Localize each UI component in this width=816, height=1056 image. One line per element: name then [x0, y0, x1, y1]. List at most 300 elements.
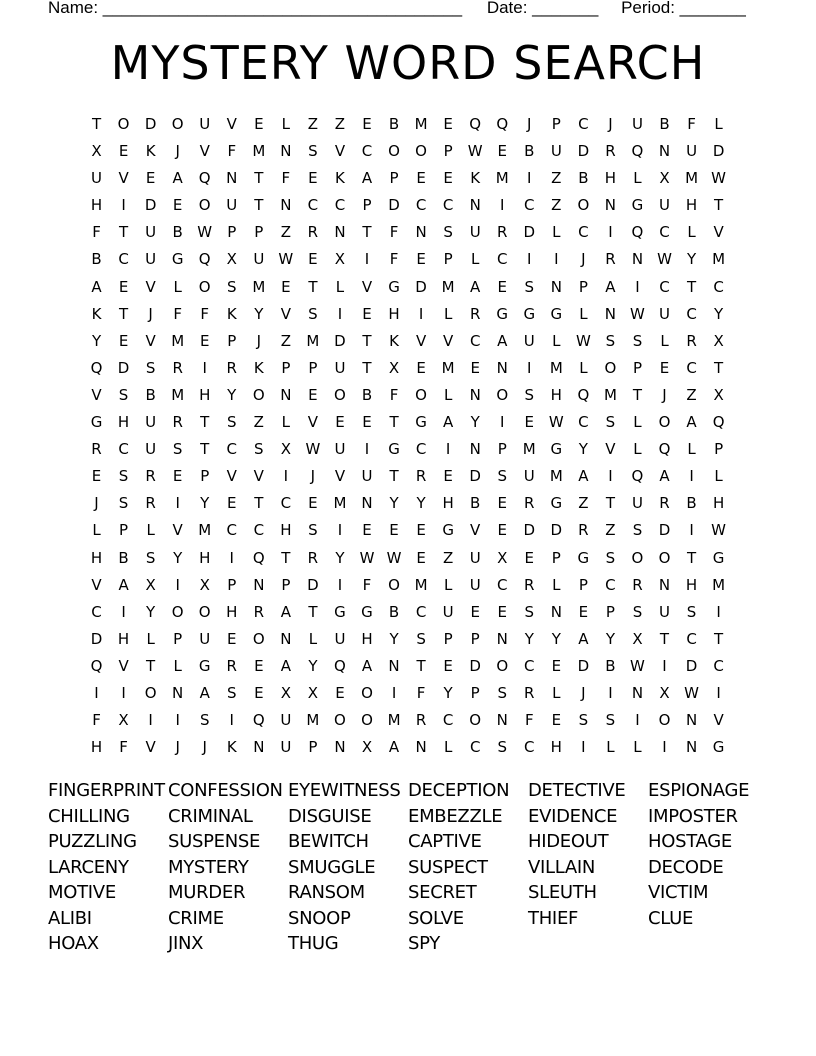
grid-cell: T — [146, 656, 156, 675]
grid-cell: J — [581, 683, 586, 702]
word-list-item: MYSTERY — [168, 856, 249, 878]
grid-cell: N — [334, 738, 346, 757]
grid-cell: X — [713, 385, 724, 404]
grid-cell: U — [550, 142, 562, 161]
grid-cell: M — [685, 169, 699, 188]
grid-cell: X — [388, 358, 400, 377]
grid-cell: L — [579, 304, 588, 323]
grid-cell: V — [713, 711, 724, 730]
grid-cell: P — [227, 575, 237, 594]
grid-cell: D — [577, 656, 590, 675]
grid-cell: R — [415, 467, 427, 486]
word-list-item: FINGERPRINT — [48, 780, 165, 801]
grid-cell: F — [362, 575, 372, 594]
grid-cell: M — [333, 494, 347, 513]
word-list-item: CLUE — [648, 907, 694, 929]
grid-cell: Q — [496, 115, 509, 133]
grid-cell: O — [171, 602, 184, 621]
grid-cell: V — [334, 142, 346, 161]
grid-cell: A — [199, 683, 210, 702]
grid-cell: L — [443, 738, 453, 757]
grid-cell: N — [361, 494, 373, 513]
grid-cell: I — [608, 683, 613, 702]
grid-cell: B — [118, 548, 129, 567]
grid-cell: R — [307, 548, 319, 567]
grid-cell: A — [118, 575, 129, 594]
grid-cell: O — [415, 142, 427, 161]
word-list-item: HOSTAGE — [648, 831, 732, 852]
grid-cell: C — [578, 413, 589, 432]
grid-cell: Q — [469, 115, 482, 133]
grid-cell: T — [686, 277, 697, 296]
grid-cell: E — [308, 385, 318, 404]
grid-cell: U — [469, 575, 481, 594]
grid-cell: M — [198, 521, 212, 540]
grid-cell: W — [359, 548, 375, 567]
grid-cell: T — [389, 413, 399, 432]
grid-cell: G — [415, 413, 427, 432]
grid-cell: Q — [631, 467, 644, 486]
grid-cell: V — [307, 413, 319, 432]
grid-cell: L — [443, 304, 453, 323]
grid-cell: L — [552, 575, 561, 594]
grid-cell: A — [578, 629, 589, 648]
grid-cell: K — [226, 738, 237, 757]
grid-cell: I — [391, 683, 397, 702]
grid-cell: B — [145, 385, 156, 404]
grid-cell: P — [551, 548, 561, 567]
grid-cell: E — [254, 683, 264, 702]
grid-cell: O — [198, 277, 211, 296]
grid-cell: H — [226, 602, 238, 621]
grid-cell: F — [389, 385, 399, 404]
grid-cell: S — [226, 413, 237, 432]
grid-cell: Q — [198, 250, 211, 269]
grid-cell: R — [226, 656, 237, 675]
grid-cell: T — [362, 358, 372, 377]
grid-cell: V — [145, 277, 156, 296]
grid-cell: K — [91, 304, 102, 323]
grid-cell: M — [441, 277, 455, 296]
grid-cell: D — [523, 223, 536, 242]
grid-cell: E — [308, 169, 318, 188]
grid-row — [83, 382, 732, 409]
grid-cell: P — [497, 440, 507, 459]
grid-cell: Q — [90, 656, 103, 675]
grid-cell: C — [578, 115, 589, 133]
word-list-item: SLEUTH — [528, 882, 597, 903]
grid-cell: P — [714, 440, 724, 459]
grid-cell: S — [226, 683, 237, 702]
grid-cell: H — [199, 385, 211, 404]
grid-cell: W — [386, 548, 402, 567]
grid-cell: T — [389, 467, 399, 486]
grid-cell: E — [145, 169, 156, 188]
grid-cell: I — [716, 602, 721, 621]
grid-cell: T — [308, 277, 318, 296]
grid-cell: Q — [712, 413, 725, 432]
word-list-item: SUSPENSE — [168, 831, 261, 852]
grid-cell: D — [334, 331, 346, 350]
grid-cell: G — [334, 602, 346, 621]
grid-cell: C — [253, 521, 265, 540]
grid-row — [83, 301, 732, 328]
grid-cell: H — [685, 196, 698, 215]
grid-cell: S — [118, 385, 129, 404]
grid-cell: N — [685, 711, 698, 730]
grid-cell: E — [335, 413, 345, 432]
grid-cell: C — [361, 142, 373, 161]
grid-cell: O — [658, 548, 671, 567]
grid-cell: K — [226, 304, 237, 323]
grid-cell: H — [550, 385, 562, 404]
grid-cell: Q — [252, 548, 265, 567]
grid-cell: B — [361, 385, 373, 404]
grid-cell: H — [361, 629, 373, 648]
word-list-item: VILLAIN — [528, 856, 596, 878]
word-list-item: MOTIVE — [48, 882, 116, 903]
grid-cell: O — [469, 711, 482, 730]
grid-cell: E — [308, 494, 318, 513]
grid-cell: J — [175, 142, 180, 161]
grid-cell: I — [175, 711, 180, 730]
grid-cell: Y — [173, 548, 183, 567]
grid-cell: C — [686, 358, 697, 377]
grid-cell: H — [90, 548, 103, 567]
grid-cell: J — [94, 494, 99, 513]
grid-cell: T — [118, 223, 129, 242]
grid-cell: R — [605, 250, 616, 269]
grid-cell: L — [579, 358, 588, 377]
grid-cell: A — [361, 169, 373, 188]
grid-cell: S — [416, 629, 426, 648]
grid-cell: D — [415, 277, 427, 296]
grid-cell: U — [334, 440, 346, 459]
grid-cell: E — [578, 602, 589, 621]
grid-cell: L — [92, 521, 101, 540]
grid-cell: L — [281, 115, 291, 133]
grid-cell: H — [90, 738, 103, 757]
grid-cell: J — [581, 250, 586, 269]
grid-cell: U — [659, 196, 670, 215]
grid-cell: S — [605, 711, 616, 730]
grid-cell: E — [199, 331, 210, 350]
grid-cell: C — [118, 250, 129, 269]
grid-cell: I — [148, 711, 153, 730]
grid-cell: O — [144, 683, 157, 702]
grid-cell: N — [469, 385, 481, 404]
grid-cell: N — [631, 683, 644, 702]
word-list-item: JINX — [168, 933, 204, 954]
grid-cell: O — [198, 602, 211, 621]
grid-cell: U — [631, 494, 643, 513]
word-list-item: THUG — [288, 933, 339, 954]
grid-cell: Z — [551, 196, 562, 215]
grid-cell: I — [202, 358, 207, 377]
grid-cell: O — [658, 711, 671, 730]
grid-cell: D — [90, 629, 103, 648]
word-bank — [48, 778, 788, 957]
grid-cell: I — [175, 494, 180, 513]
grid-cell: I — [418, 304, 424, 323]
grid-row — [83, 680, 732, 707]
grid-cell: E — [389, 521, 399, 540]
grid-cell: I — [608, 467, 613, 486]
grid-cell: E — [443, 115, 453, 133]
grid-cell: A — [659, 467, 670, 486]
grid-cell: I — [283, 467, 289, 486]
grid-cell: L — [552, 223, 561, 242]
grid-cell: W — [305, 440, 321, 459]
grid-cell: W — [711, 169, 727, 188]
grid-cell: I — [716, 683, 721, 702]
grid-cell: I — [364, 250, 370, 269]
grid-cell: E — [362, 521, 372, 540]
grid-cell: C — [442, 196, 454, 215]
grid-cell: R — [172, 358, 183, 377]
grid-cell: S — [172, 440, 183, 459]
grid-cell: E — [118, 277, 129, 296]
grid-cell: Y — [308, 656, 318, 675]
grid-cell: O — [577, 196, 590, 215]
grid-cell: V — [145, 738, 156, 757]
grid-cell: G — [550, 494, 563, 513]
grid-cell: Y — [200, 494, 210, 513]
grid-cell: H — [388, 304, 400, 323]
grid-cell: Z — [280, 223, 291, 242]
grid-cell: C — [578, 223, 589, 242]
grid-cell: K — [253, 358, 264, 377]
grid-cell: S — [605, 548, 616, 567]
grid-cell: O — [631, 548, 644, 567]
grid-cell: G — [712, 738, 725, 757]
grid-cell: N — [253, 575, 265, 594]
grid-cell: S — [145, 548, 156, 567]
grid-cell: D — [712, 142, 725, 161]
grid-cell: N — [658, 142, 671, 161]
grid-cell: F — [389, 250, 399, 269]
grid-cell: E — [335, 683, 345, 702]
grid-cell: I — [364, 440, 370, 459]
grid-cell: M — [712, 250, 726, 269]
grid-cell: L — [552, 331, 561, 350]
grid-cell: Y — [443, 683, 453, 702]
grid-cell: P — [551, 115, 561, 133]
grid-cell: A — [578, 467, 589, 486]
grid-cell: D — [577, 142, 590, 161]
grid-cell: N — [280, 385, 292, 404]
grid-cell: E — [416, 521, 426, 540]
grid-cell: R — [469, 304, 481, 323]
grid-cell: H — [712, 494, 725, 513]
name-field-label[interactable]: Name: ______________________________________ — [48, 0, 463, 17]
word-list-item: CONFESSION — [168, 780, 283, 801]
grid-cell: Z — [280, 331, 291, 350]
grid-cell: I — [635, 711, 640, 730]
grid-cell: S — [632, 602, 643, 621]
grid-row — [83, 707, 732, 734]
word-list-item: VICTIM — [648, 882, 709, 903]
grid-cell: D — [144, 196, 157, 215]
grid-cell: T — [362, 331, 372, 350]
grid-cell: S — [497, 683, 507, 702]
grid-cell: Q — [631, 223, 644, 242]
grid-cell: C — [469, 738, 481, 757]
grid-cell: U — [334, 358, 346, 377]
grid-cell: N — [280, 629, 292, 648]
grid-cell: Y — [524, 629, 534, 648]
grid-cell: I — [121, 196, 126, 215]
grid-row — [83, 219, 732, 246]
grid-cell: C — [713, 656, 724, 675]
grid-cell: U — [631, 115, 643, 133]
grid-cell: V — [91, 575, 102, 594]
grid-row — [83, 572, 732, 599]
grid-cell: L — [335, 277, 345, 296]
date-field-label[interactable]: Date: _______ — [486, 0, 599, 17]
grid-cell: Z — [551, 169, 562, 188]
grid-cell: N — [172, 683, 184, 702]
grid-cell: T — [200, 413, 210, 432]
grid-cell: E — [254, 656, 264, 675]
grid-row — [83, 517, 732, 544]
grid-cell: S — [308, 304, 318, 323]
grid-cell: T — [118, 304, 129, 323]
grid-cell: P — [227, 223, 237, 242]
grid-cell: L — [687, 223, 696, 242]
grid-cell: V — [172, 521, 183, 540]
grid-cell: F — [92, 223, 101, 242]
grid-cell: F — [416, 683, 426, 702]
grid-cell: F — [200, 304, 210, 323]
grid-cell: E — [118, 142, 129, 161]
grid-cell: E — [497, 602, 507, 621]
grid-cell: S — [632, 331, 643, 350]
grid-cell: F — [173, 304, 182, 323]
grid-cell: P — [443, 250, 453, 269]
grid-cell: O — [198, 196, 211, 215]
grid-cell: F — [227, 142, 237, 161]
grid-cell: L — [471, 250, 480, 269]
grid-cell: W — [278, 250, 294, 269]
grid-cell: V — [713, 223, 724, 242]
grid-cell: D — [307, 575, 319, 594]
grid-cell: N — [415, 223, 427, 242]
grid-cell: S — [524, 602, 535, 621]
grid-cell: H — [117, 413, 130, 432]
grid-cell: X — [199, 575, 210, 594]
grid-row — [83, 626, 732, 653]
grid-cell: R — [524, 575, 535, 594]
grid-cell: C — [686, 629, 697, 648]
grid-cell: U — [280, 738, 292, 757]
grid-cell: Z — [578, 494, 589, 513]
grid-cell: V — [118, 169, 129, 188]
grid-cell: C — [496, 250, 508, 269]
grid-cell: A — [280, 656, 291, 675]
letter-grid — [83, 111, 732, 761]
grid-cell: F — [92, 711, 101, 730]
grid-cell: I — [337, 304, 343, 323]
grid-cell: L — [281, 413, 291, 432]
grid-cell: M — [712, 575, 726, 594]
grid-cell: S — [199, 711, 210, 730]
grid-cell: U — [523, 467, 535, 486]
grid-cell: F — [119, 738, 128, 757]
grid-cell: R — [659, 494, 670, 513]
word-list-item: HIDEOUT — [528, 831, 609, 852]
grid-cell: S — [578, 711, 589, 730]
grid-cell: K — [335, 169, 345, 188]
grid-cell: H — [280, 521, 292, 540]
grid-cell: O — [388, 575, 400, 594]
grid-cell: C — [442, 711, 454, 730]
grid-cell: I — [554, 250, 559, 269]
grid-cell: E — [416, 250, 426, 269]
grid-cell: P — [281, 575, 291, 594]
grid-cell: L — [443, 575, 453, 594]
grid-cell: A — [361, 656, 373, 675]
grid-cell: T — [308, 602, 318, 621]
grid-cell: O — [334, 711, 346, 730]
grid-cell: U — [469, 548, 481, 567]
grid-cell: P — [632, 358, 642, 377]
grid-cell: E — [362, 304, 372, 323]
grid-cell: M — [414, 575, 428, 594]
grid-cell: C — [469, 331, 481, 350]
grid-cell: E — [497, 521, 507, 540]
grid-cell: J — [662, 385, 667, 404]
grid-cell: U — [280, 711, 292, 730]
grid-cell: L — [173, 277, 182, 296]
grid-cell: Q — [90, 358, 103, 377]
grid-cell: I — [121, 683, 126, 702]
grid-cell: X — [307, 683, 319, 702]
grid-cell: S — [632, 521, 643, 540]
grid-cell: B — [578, 169, 589, 188]
grid-cell: O — [496, 385, 509, 404]
grid-cell: R — [686, 331, 697, 350]
grid-cell: R — [497, 223, 508, 242]
word-list-item: THIEF — [528, 907, 579, 929]
grid-cell: T — [416, 656, 426, 675]
period-field-label[interactable]: Period: _______ — [621, 0, 746, 17]
grid-cell: Z — [442, 548, 454, 567]
grid-cell: N — [388, 656, 400, 675]
grid-cell: V — [253, 467, 264, 486]
grid-cell: N — [604, 304, 617, 323]
grid-cell: R — [605, 142, 616, 161]
grid-row — [83, 138, 732, 165]
grid-cell: E — [659, 358, 670, 377]
grid-cell: P — [389, 169, 399, 188]
word-list-item: DECODE — [648, 856, 724, 878]
grid-cell: N — [253, 738, 265, 757]
grid-cell: Q — [334, 656, 346, 675]
grid-cell: U — [334, 629, 346, 648]
grid-cell: U — [91, 169, 103, 188]
word-list-item: ALIBI — [48, 907, 92, 929]
grid-cell: U — [361, 467, 373, 486]
grid-cell: S — [254, 440, 264, 459]
word-list-item: SPY — [408, 933, 440, 954]
grid-cell: D — [469, 656, 481, 675]
grid-cell: H — [550, 738, 562, 757]
grid-cell: E — [497, 494, 507, 513]
grid-cell: B — [388, 115, 400, 133]
grid-cell: P — [119, 521, 129, 540]
grid-cell: V — [226, 115, 237, 133]
